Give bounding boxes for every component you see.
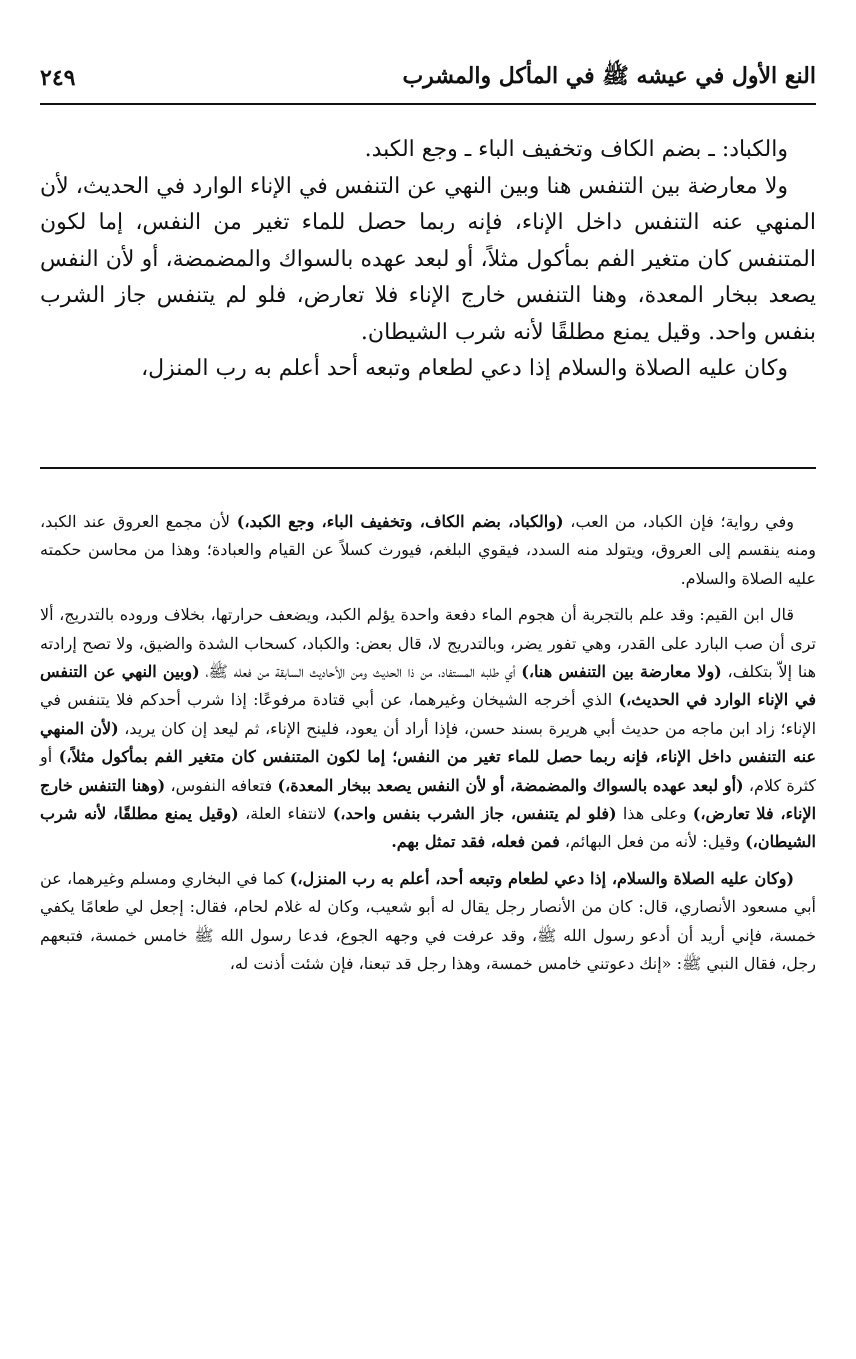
quoted-matn: (وهنا التنفس خارج الإناء، فلا تعارض،) <box>40 775 817 824</box>
commentary-text: وفي رواية؛ فإن الكباد، من العب، <box>563 512 795 531</box>
commentary-text: وعلى هذا <box>616 804 693 824</box>
quoted-matn: (لأن المنهي عنه التنفس داخل الإناء، فإنه ربما حصل للماء تغير من النفس؛ إما لكون المتنفس كان متغير الفم بمأكول مثلاً،) <box>40 718 816 767</box>
commentary-text: الذي أخرجه الشيخان وغيرهما، عن أبي قتادة مرفوعًا: إذا شرب أحدكم فلا يتنفس في الإناء؛ زاد ابن ماجه من حديث أبي هريرة بسند حسن، فإذا أراد أن يعود، فلينح الإناء، ثم ليعد إن كان يريد، <box>40 690 817 738</box>
main-paragraph: وكان عليه الصلاة والسلام إذا دعي لطعام وتبعه أحد أعلم به رب المنزل، <box>141 356 788 381</box>
quoted-matn: (ولا معارضة بين التنفس هنا،) <box>521 662 722 682</box>
commentary-paragraph <box>40 508 816 593</box>
main-paragraph: والكباد: ـ بضم الكاف وتخفيف الباء ـ وجع الكبد. <box>364 137 788 162</box>
commentary-text: فتعافه النفوس، <box>165 775 278 795</box>
running-title: النع الأول في عيشه ﷺ في المأكل والمشرب <box>402 63 816 89</box>
commentary-text: لأن مجمع العروق عند الكبد، ومنه ينقسم إلى العروق، ويتولد منه السدد، فيقوي البلغم، فيورث كسلاً عن القيام والعبادة؛ وهذا من محاسن حكمته عليه الصلاة والسلام. <box>40 512 816 588</box>
commentary-text: لانتفاء العلة، <box>238 804 333 824</box>
commentary-text: قال ابن القيم: وقد علم بالتجربة أن هجوم الماء دفعة واحدة يؤلم الكبد، ويضعف حرارتها، بخلاف وروده بالتدريج، ألا ترى أن صب البارد على القدر، وهي تفور يضر، وبالتدريج لا، قال بعض: والكباد، كسحاب الشدة والضيق، ولا تصح إرادته هنا إلاّ بتكلف، <box>40 605 817 682</box>
quoted-matn: فمن فعله، فقد تمثل بهم. <box>391 832 560 852</box>
running-header <box>40 58 816 98</box>
main-paragraph: ولا معارضة بين التنفس هنا وبين النهي عن التنفس في الإناء الوارد في الحديث، لأن المنهي عنه التنفس داخل الإناء، فإنه ربما حصل للماء تغير من النفس، إما لكون المتنفس كان متغير الفم بمأكول مثلاً، أو لبعد عهده بالسواك والمضمضة، أو لأن النفس يصعد ببخار المعدة، وهنا التنفس خارج الإناء فلا تعارض، فلو لم يتنفس جاز الشرب بنفس واحد. وقيل يمنع مطلقًا لأنه شرب الشيطان. <box>40 173 817 345</box>
footnote-separator <box>40 467 816 469</box>
commentary-text: كما في البخاري ومسلم وغيرهما، عن أبي مسعود الأنصاري، قال: كان من الأنصار رجل يقال له أبو شعيب، وكان له غلام لحام، فقال: إجعل لي طعامًا يكفي خمسة، فإني أريد أن أدعو رسول الله ﷺ، وقد عرفت في وجهه الجوع، فدعا رسول الله ﷺ خامس خمسة، فتبعهم رجل، فقال النبي ﷺ: «إنك دعوتني خامس خمسة، وهذا رجل قد تبعنا، فإن شئت أذنت له، <box>40 868 817 974</box>
main-text <box>40 132 816 388</box>
commentary-paragraph <box>40 601 816 857</box>
quoted-matn: (وقيل يمنع مطلقًا، لأنه شرب الشيطان،) <box>40 804 816 852</box>
commentary <box>40 508 816 987</box>
quoted-matn: (أو لبعد عهده بالسواك والمضمضة، أو لأن النفس يصعد ببخار المعدة،) <box>277 775 744 795</box>
quoted-matn: (فلو لم يتنفس، جاز الشرب بنفس واحد،) <box>332 804 617 824</box>
quoted-matn: (وكان عليه الصلاة والسلام، إذا دعي لطعام وتبعه أحد، أعلم به رب المنزل،) <box>289 868 795 888</box>
quoted-matn: (وبين النهي عن التنفس في الإناء الوارد في الحديث،) <box>40 662 817 710</box>
commentary-text: وقيل: لأنه من فعل البهائم، <box>559 832 746 852</box>
quoted-matn: (والكباد، بضم الكاف، وتخفيف الباء، وجع الكبد،) <box>236 512 564 531</box>
page-number: ٢٤٩ <box>40 65 76 91</box>
commentary-paragraph <box>40 865 816 979</box>
commentary-text: أي طلبه المستفاد، من ذا الحديث ومن الأحاديث السابقة من فعله ﷺ، <box>199 662 522 682</box>
commentary-text: أو كثرة كلام، <box>40 747 817 795</box>
header-rule <box>40 103 816 105</box>
